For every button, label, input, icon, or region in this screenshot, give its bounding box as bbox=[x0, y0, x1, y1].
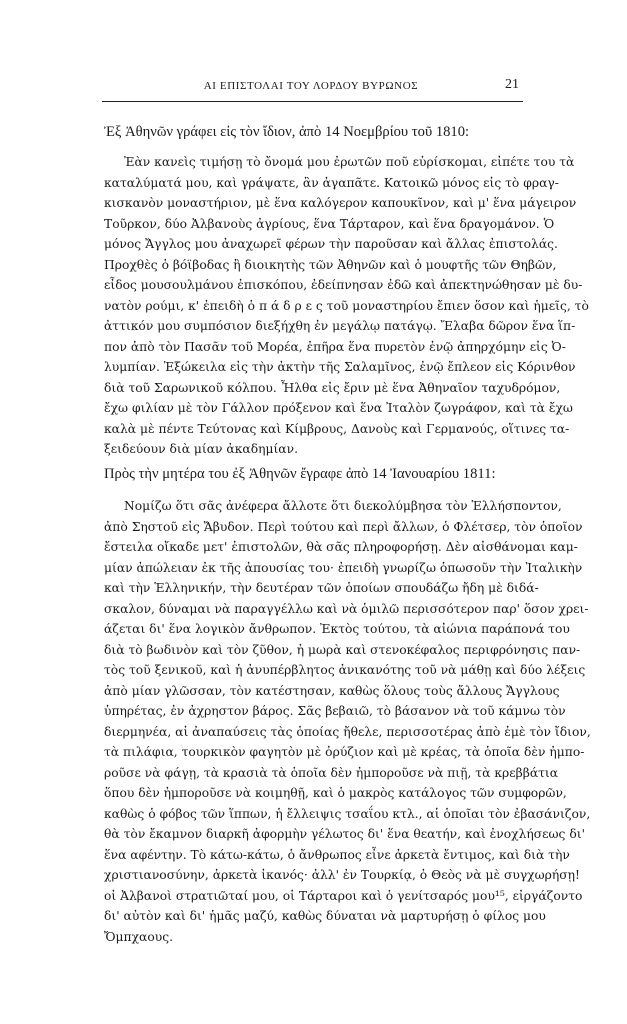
text-line: ἔστειλα οἴκαδε μετ' ἐπιστολῶν, θὰ σᾶς πληροφορήσῃ. Δὲν αἰσθάνομαι καμ- bbox=[104, 540, 578, 554]
text-line: εἶδος μουσουλμάνου ἐπισκόπου, ἐδείπνησαν ἐδῶ καὶ ἀπεκτηνώθησαν μὲ δυ- bbox=[104, 278, 583, 292]
text-line: Τοῦρκον, δύο Ἀλβανοὺς ἀγρίους, ἕνα Τάρταρον, καὶ ἕνα δραγομάνον. Ὁ bbox=[104, 216, 555, 231]
text-line: χριστιανοσύνην, ἀρκετὰ ἱκανός· ἀλλ' ἐν Τουρκίᾳ, ὁ Θεὸς νὰ μὲ συγχωρήσῃ! bbox=[104, 868, 580, 882]
text-line: Ὄμπχαους. bbox=[104, 929, 174, 944]
text-line: Νομίζω ὅτι σᾶς ἀνέφερα ἄλλοτε ὅτι διεκολύμβησα τὸν Ἑλλήσποντον, bbox=[124, 499, 562, 513]
text-line: ὑπηρέτας, ἐν ἀχρηστον βάρος. Σᾶς βεβαιῶ, τὸ βάσανον νὰ τοῦ κάμνω τὸν bbox=[104, 704, 566, 718]
section-heading-2: Πρὸς τὴν μητέρα του ἐξ Ἀθηνῶν ἔγραφε ἀπὸ 14 Ἰανουαρίου 1811: bbox=[104, 466, 496, 482]
text-line: ἀπὸ μίαν γλῶσσαν, τὸν κατέστησαν, καθὼς ὅλους τοὺς ἄλλους Ἄγγλους bbox=[104, 683, 560, 698]
text-line: ὅπου δὲν ἠμποροῦσε νὰ κοιμηθῇ, καὶ ὁ μακρὸς κατάλογος τῶν συμφορῶν, bbox=[104, 786, 567, 800]
text-line: διὰ τοῦ Σαρωνικοῦ κόλπου. Ἦλθα εἰς ἔριν μὲ ἕνα Ἀθηναῖον ταχυδρόμον, bbox=[104, 380, 561, 395]
text-line: ἀττικόν μου συμπόσιον διεξήχθη ἐν μεγάλῳ πατάγῳ. Ἔλαβα δῶρον ἕνα ἵπ- bbox=[104, 319, 576, 333]
text-line: ἔχω φιλίαν μὲ τὸν Γάλλον πρόξενον καὶ ἕνα Ἰταλὸν ζωγράφον, καὶ τὰ ἔχω bbox=[104, 401, 573, 415]
text-line: ἀπὸ Σηστοῦ εἰς Ἄβυδον. Περὶ τούτου καὶ περὶ ἄλλων, ὁ Φλέτσερ, τὸν ὁποῖον bbox=[104, 519, 583, 534]
text-line: ἕνα αφέντην. Τὸ κάτω-κάτω, ὁ ἄνθρωπος εἶνε ἀρκετὰ ἔντιμος, καὶ διὰ τὴν bbox=[104, 847, 570, 862]
text-line: δι' αὐτὸν καὶ δι' ἡμᾶς μαζύ, καθὼς δύναται νὰ μαρτυρήσῃ ὁ φίλος μου bbox=[104, 909, 546, 923]
text-line: τὰ πιλάφια, τουρκικὸν φαγητὸν μὲ ὀρύζιον καὶ μὲ κρέας, τὰ ὁποῖα δὲν ἠμπο- bbox=[104, 745, 585, 759]
text-line: σκαλον, δύναμαι νὰ παραγγέλλω καὶ νὰ ὁμιλῶ περισσότερον παρ' ὅσον χρει- bbox=[104, 601, 589, 616]
text-line: κισκανὸν μοναστήριον, μὲ ἕνα καλόγερον καπουκῖνον, καὶ μ' ἕνα μάγειρον bbox=[104, 196, 577, 210]
text-line: οἱ Ἀλβανοὶ στρατιῶταί μου, οἱ Τάρταροι καὶ ὁ γενίτσαρός μου¹⁵, εἰργάζοντο bbox=[104, 888, 583, 903]
text-line: ξειδεύουν διὰ μίαν ἀκαδημίαν. bbox=[104, 442, 298, 456]
text-line: άζεται δι' ἕνα λογικὸν ἄνθρωπον. Ἐκτὸς τούτου, τὰ αἰώνια παράπονά του bbox=[104, 622, 570, 636]
text-line: νατὸν ρούμι, κ' ἐπειδὴ ὁ π ά δ ρ ε ς τοῦ μοναστηρίου ἔπιεν ὅσον καὶ ἡμεῖς, τὸ bbox=[104, 298, 589, 313]
text-line: καθὼς ὁ φόβος τῶν ἵππων, ἡ ἔλλειψις τσαΐου κτλ., αἱ ὁποῖαι τὸν ἐβασάνιζον, bbox=[104, 806, 591, 821]
text-line: Προχθὲς ὁ βόϊβοδας ἢ διοικητὴς τῶν Ἀθηνῶν καὶ ὁ μουφτῆς τῶν Θηβῶν, bbox=[104, 257, 557, 272]
text-line: καὶ τὴν Ἑλληνικήν, τὴν δευτέραν τῶν ὁποίων σπουδάζω ἤδη μὲ διδά- bbox=[104, 581, 539, 595]
text-line: θὰ τὸν ἔκαμνον διαρκῆ ἀφορμὴν γέλωτος δι' ἕνα θεατήν, καὶ ἐνοχλήσεως δι' bbox=[104, 827, 585, 841]
letter-paragraph-2 bbox=[104, 496, 591, 947]
text-line: Ἐὰν κανεὶς τιμήσῃ τὸ ὄνομά μου ἐρωτῶν ποῦ εὑρίσκομαι, εἰπέτε του τὰ bbox=[124, 155, 575, 169]
text-line: μίαν ἀπώλειαν ἐκ τῆς ἀπουσίας του· ἐπειδὴ γνωρίζω ὁπωσοῦν τὴν Ἰταλικὴν bbox=[104, 560, 583, 575]
text-line: λυμπίαν. Ἐξώκειλα εἰς τὴν ἀκτὴν τῆς Σαλαμῖνος, ἐνῷ ἔπλεον εἰς Κόρινθον bbox=[104, 360, 576, 374]
text-line: ροῦσε νὰ φάγῃ, τὰ κρασιὰ τὰ ὁποῖα δὲν ἠμποροῦσε νὰ πιῇ, τὰ κρεββάτια bbox=[104, 765, 559, 780]
text-line: πον ἀπὸ τὸν Πασᾶν τοῦ Μορέα, ἐπῆρα ἕνα πυρετὸν ἐνῷ ἀπηρχόμην εἰς Ὀ- bbox=[104, 339, 566, 354]
text-line: μόνος Ἄγγλος μου ἀναχωρεῖ φέρων τὴν παροῦσαν καὶ ἄλλας ἐπιστολάς. bbox=[104, 237, 558, 251]
section-heading-1: Ἐξ Ἀθηνῶν γράφει εἰς τὸν ἴδιον, ἀπὸ 14 Νοεμβρίου τοῦ 1810: bbox=[104, 124, 470, 140]
text-line: καταλύματά μου, καὶ γράψατε, ἂν ἀγαπᾶτε. Κατοικῶ μόνος εἰς τὸ φραγ- bbox=[104, 175, 559, 190]
page-number: 21 bbox=[505, 77, 519, 92]
text-line: τὸς τοῦ ξενικοῦ, καὶ ἡ ἀνυπέρβλητος ἀνικανότης τοῦ νὰ μάθῃ καὶ δύο λέξεις bbox=[104, 663, 586, 677]
letter-paragraph-1 bbox=[104, 152, 589, 460]
running-head: ΑΙ ΕΠΙΣΤΟΛΑΙ ΤΟΥ ΛΟΡΔΟΥ ΒΥΡΩΝΟΣ bbox=[203, 80, 419, 92]
header-rule bbox=[102, 101, 523, 102]
text-line: διὰ τὸ βωδινὸν καὶ τὸν ζῦθον, ἡ μωρὰ καὶ στενοκέφαλος περιφρόνησις παν- bbox=[104, 642, 581, 657]
text-line: καλὰ μὲ πέντε Τεύτονας καὶ Κίμβρους, Δανοὺς καὶ Γερμανούς, οἵτινες τα- bbox=[104, 421, 570, 436]
text-line: διερμηνέα, αἱ ἀναπαύσεις τὰς ὁποίας ἤθελε, περισσοτέρας ἀπὸ ἐμὲ τὸν ἴδιον, bbox=[104, 724, 591, 739]
